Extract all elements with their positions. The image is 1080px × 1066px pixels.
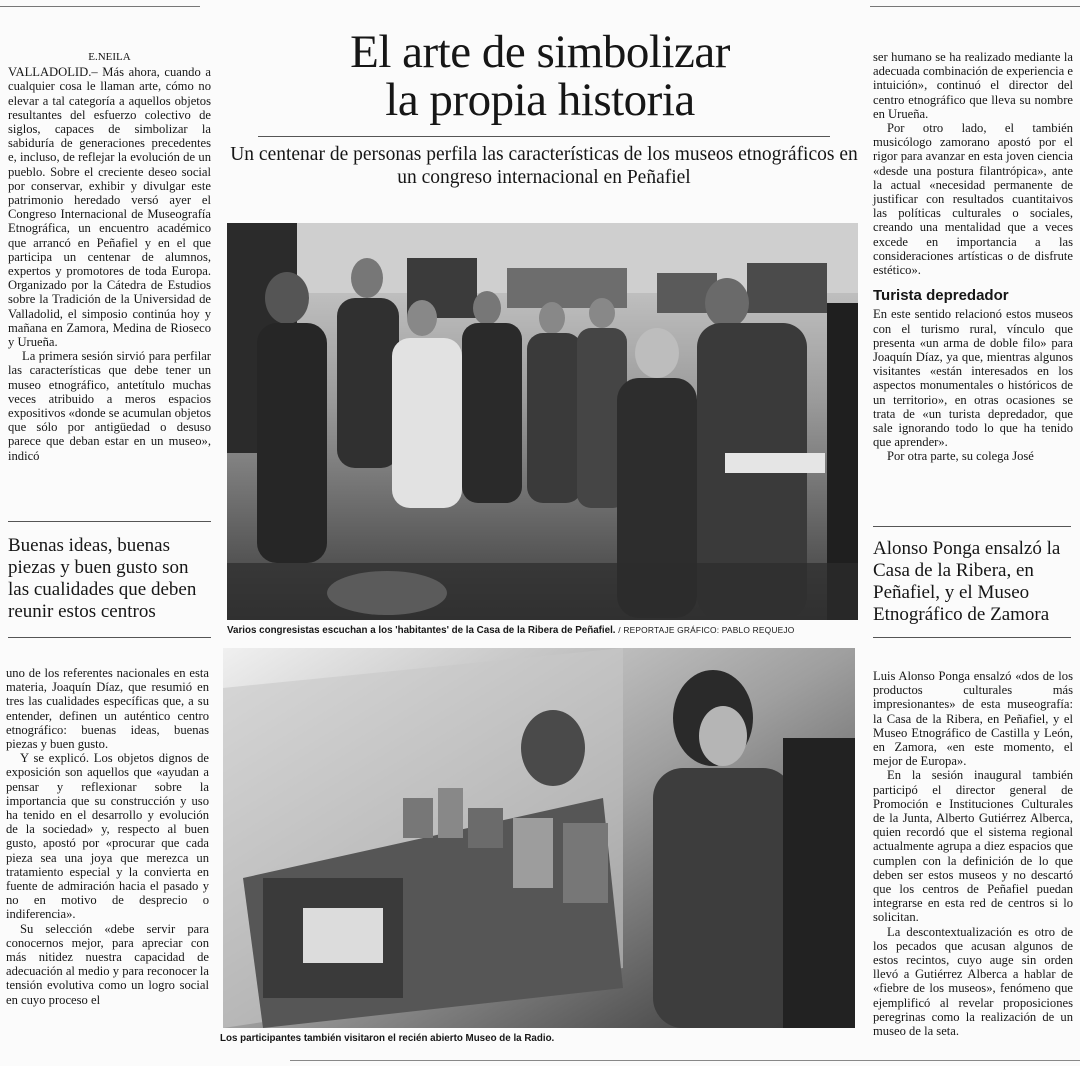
paragraph: VALLADOLID.– Más ahora, cuando a cualquier cosa le llaman arte, cómo no elevar a tal categoría a aquellos objetos resultantes del esfuerzo colectivo de siglos, capaces de simbolizar la sabiduría de generaciones precedentes e, incluso, de reflejar la evolución de un pueblo. Sobre el creciente deseo social por conservar, exhibir y divulgar este patrimonio heredado versó ayer el Congreso Internacional de Museografía Etnográfica, un encuentro académico que arrancó en Peñafiel y en el que participa un centenar de alumnos, expertos y promotores de toda Europa. Organizado por la Cátedra de Estudios sobre la Tradición de la Universidad de Valladolid, el simposio continúa hoy y mañana en Zamora, Medina de Rioseco y Urueña. xyxy=(8,65,211,350)
paragraph: Por otra parte, su colega José xyxy=(887,449,1034,464)
headline xyxy=(300,28,780,124)
headline-line-1: El arte de simbolizar xyxy=(350,26,730,78)
paragraph: Por otro lado, el también musicólogo zamorano apostó por el rigor para avanzar en esta joven ciencia «desde una postura filantrópica», ante la actual «necesidad permanente de justificar con resultados cuantitaivos las políticas culturales o sociales, creando una mentalidad que a veces excede en importancia a las consideraciones artísticas o de disfrute estético». xyxy=(873,121,1073,278)
photo-casa-de-la-ribera xyxy=(227,223,858,620)
paragraph: En este sentido relacionó estos museos con el turismo rural, vínculo que presenta «un arma de doble filo» para Joaquín Díaz, ya que, mientras algunos visitantes «están interesados en los aspectos monumentales o históricos de un territorio», en otras ocasiones se trata de «un turista depredador, que sale ignorando todo lo que ha tenido que aprender». xyxy=(873,307,1073,450)
column-left-bottom xyxy=(6,666,209,1007)
caption-text: Los participantes también visitaron el recién abierto Museo de la Radio. xyxy=(220,1033,555,1044)
photo-credit: / REPORTAJE GRÁFICO: PABLO REQUEJO xyxy=(618,625,795,635)
paragraph: uno de los referentes nacionales en esta materia, Joaquín Díaz, que resumió en tres las cualidades específicas que, a su entender, definen un auténtico centro etnográfico: buenas ideas, buenas piezas y buen gusto. xyxy=(6,666,209,752)
photo-illustration xyxy=(227,223,858,620)
column-right-bottom xyxy=(873,669,1073,1038)
byline: E.NEILA xyxy=(88,51,131,63)
column-right-top xyxy=(873,50,1073,464)
pullquote-right-rule-bottom xyxy=(873,637,1071,638)
top-rule-right xyxy=(870,6,1080,7)
paragraph: La primera sesión sirvió para perfilar las características que debe tener un museo etnográfico, antetítulo muchas veces atribuido a meros espacios expositivos «donde se acumulan objetos que sólo por antigüedad o desuso parece que deban estar en un museo», indicó xyxy=(8,349,211,463)
section-subtitle: Turista depredador xyxy=(873,287,1009,305)
pullquote-left-rule-top xyxy=(8,521,211,522)
paragraph: Su selección «debe servir para conocernos mejor, para apreciar con más nitidez nuestra capacidad de adecuación al medio y para reconocer la tensión evolutiva como un logro social en cuyo proceso el xyxy=(6,921,209,1007)
photo-illustration xyxy=(223,648,855,1028)
column-left-top xyxy=(8,50,211,463)
photo-caption-1 xyxy=(227,625,794,636)
pullquote-right: Alonso Ponga ensalzó la Casa de la Ribera, en Peñafiel, y el Museo Etnográfico de Zamora xyxy=(873,538,1061,625)
paragraph: Y se explicó. Los objetos dignos de exposición son aquellos que «ayudan a pensar y reflexionar sobre la importancia que su construcción y uso ha tenido en el desarrollo y evolución de la sociedad» y, respecto al buen gusto, apostó por «procurar que cada pieza sea una joya que merezca un tratamiento especial y la convierta en fuente de admiración hacia el pasado y no en motivo de desprecio o indiferencia». xyxy=(6,751,209,922)
photo-caption-2 xyxy=(220,1033,554,1044)
headline-divider xyxy=(258,136,830,137)
top-rule-left xyxy=(0,6,200,7)
paragraph: En la sesión inaugural también participó el director general de Promoción e Instituciones Culturales de la Junta, Alberto Gutiérrez Alberca, quien recordó que el sistema regional actualmente agrupa a diez espacios que cumplen con la definición de lo que deben ser estos museos y no descartó que los centros de Peñafiel puedan integrarse en esta red de centros si lo solicitan. xyxy=(873,768,1073,925)
subhead: Un centenar de personas perfila las características de los museos etnográficos en un congreso internacional en Peñafiel xyxy=(230,144,858,188)
pullquote-right-rule-top xyxy=(873,526,1071,527)
paragraph: Luis Alonso Ponga ensalzó «dos de los productos culturales más impresionantes» de esta museografía: la Casa de la Ribera, en Peñafiel, y el Museo Etnográfico de Castilla y León, en Zamora, «en este momento, el mejor de Europa». xyxy=(873,669,1073,769)
paragraph: ser humano se ha realizado mediante la adecuada combinación de experiencia e intuición», continuó el director del centro etnográfico que lleva su nombre en Urueña. xyxy=(873,50,1073,121)
photo-museo-de-la-radio xyxy=(223,648,855,1028)
bottom-rule xyxy=(290,1060,1080,1061)
paragraph: La descontextualización es otro de los pecados que acusan algunos de estos recintos, cuyo auge sin orden llevó a Gutiérrez Alberca a hablar de «fiebre de los museos», fenómeno que ejemplificó al revelar proposiciones peregrinas como la realización de un museo de la seta. xyxy=(873,924,1073,1039)
pullquote-left: Buenas ideas, buenas piezas y buen gusto son las cualidades que deben reunir estos centros xyxy=(8,535,197,622)
pullquote-left-rule-bottom xyxy=(8,637,211,638)
headline-line-2: la propia historia xyxy=(385,74,695,126)
caption-text: Varios congresistas escuchan a los 'habitantes' de la Casa de la Ribera de Peñafiel. xyxy=(227,625,616,636)
